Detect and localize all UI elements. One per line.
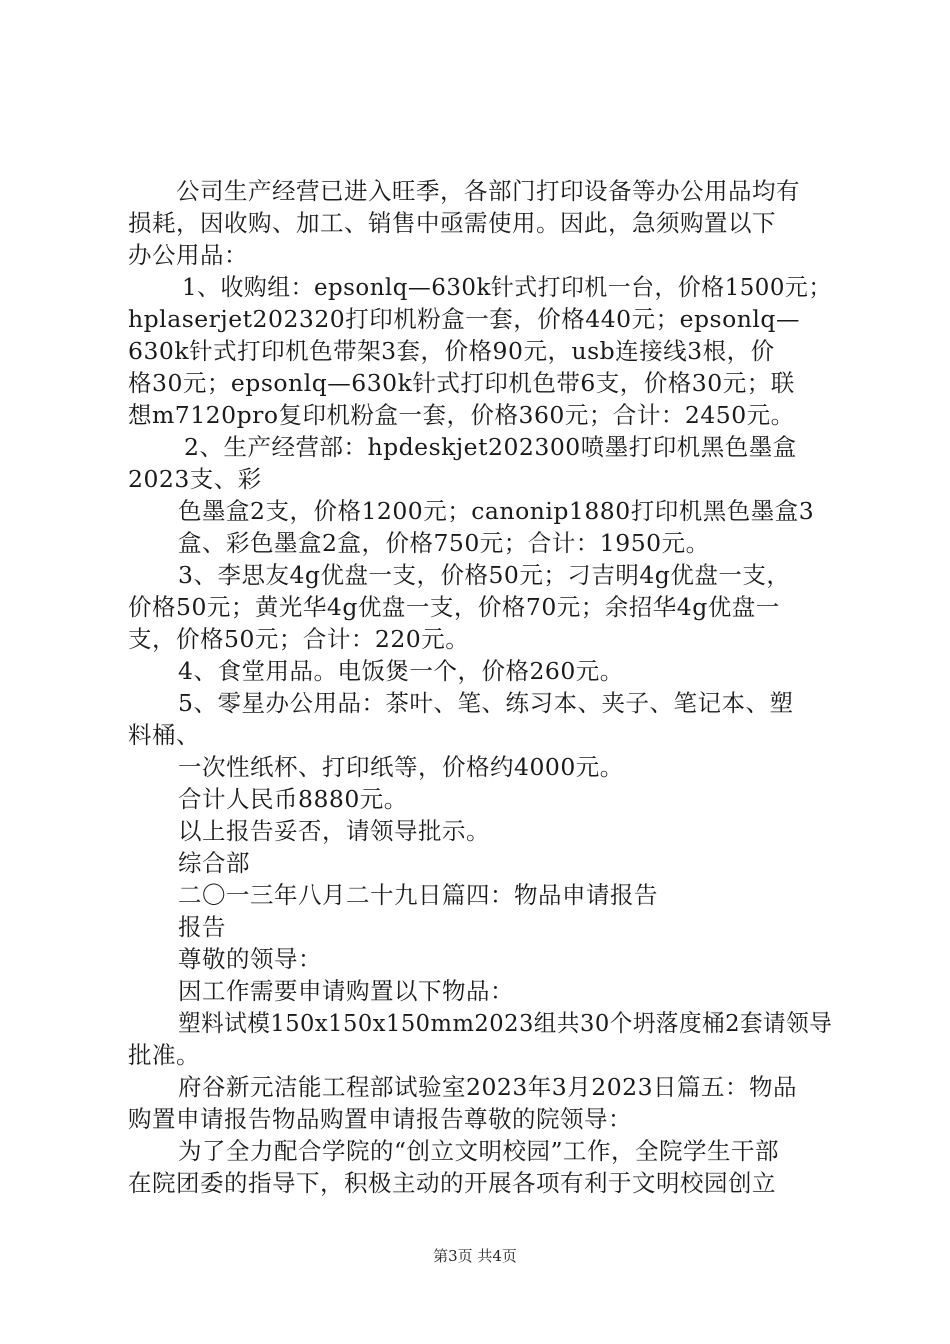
text-line: 格30元；epsonlq—630k针式打印机色带6支，价格30元；联 xyxy=(128,369,795,397)
text-line: 损耗，因收购、加工、销售中亟需使用。因此，急须购置以下 xyxy=(128,209,776,237)
text-line: 2、生产经营部：hpdeskjet202300喷墨打印机黑色墨盒 xyxy=(184,433,797,461)
text-line: 购置申请报告物品购置申请报告尊敬的院领导： xyxy=(128,1105,632,1133)
text-line: 府谷新元洁能工程部试验室2023年3月2023日篇五：物品 xyxy=(178,1073,798,1101)
text-line: 以上报告妥否，请领导批示。 xyxy=(178,817,490,845)
text-line: 色墨盒2支，价格1200元；canonip1880打印机黑色墨盒3 xyxy=(178,497,815,525)
text-line: 在院团委的指导下，积极主动的开展各项有利于文明校园创立 xyxy=(128,1169,776,1197)
text-line: hplaserjet202320打印机粉盒一套，价格440元；epsonlq— xyxy=(128,305,800,333)
text-line: 综合部 xyxy=(178,849,250,877)
page-number-label: 第3页 共4页 xyxy=(433,1247,517,1265)
text-line: 价格50元；黄光华4g优盘一支，价格70元；余招华4g优盘一 xyxy=(128,593,780,621)
text-line: 一次性纸杯、打印纸等，价格约4000元。 xyxy=(178,753,624,781)
text-line: 5、零星办公用品：茶叶、笔、练习本、夹子、笔记本、塑 xyxy=(178,689,794,717)
text-line: 因工作需要申请购置以下物品： xyxy=(178,977,514,1005)
text-line: 塑料试模150x150x150mm2023组共30个坍落度桶2套请领导 xyxy=(178,1009,833,1037)
text-line: 2023支、彩 xyxy=(128,465,262,493)
text-line: 二〇一三年八月二十九日篇四：物品申请报告 xyxy=(178,881,658,909)
text-line: 支，价格50元；合计：220元。 xyxy=(128,625,470,653)
text-line: 为了全力配合学院的“创立文明校园”工作，全院学生干部 xyxy=(178,1137,780,1165)
text-line: 合计人民币8880元。 xyxy=(178,785,408,813)
text-line: 报告 xyxy=(178,913,226,941)
text-line: 公司生产经营已进入旺季，各部门打印设备等办公用品均有 xyxy=(176,177,800,205)
page-footer xyxy=(0,1246,950,1266)
text-line: 料桶、 xyxy=(128,721,200,749)
text-line: 想m7120pro复印机粉盒一套，价格360元；合计：2450元。 xyxy=(128,401,795,429)
text-line: 盒、彩色墨盒2盒，价格750元；合计：1950元。 xyxy=(178,529,710,557)
text-line: 批准。 xyxy=(128,1041,200,1069)
text-line: 4、食堂用品。电饭煲一个，价格260元。 xyxy=(178,657,624,685)
text-line: 尊敬的领导： xyxy=(178,945,322,973)
text-line: 办公用品： xyxy=(128,241,248,269)
text-line: 1、收购组：epsonlq—630k针式打印机一台，价格1500元； xyxy=(182,273,832,301)
text-line: 3、李思友4g优盘一支，价格50元；刁吉明4g优盘一支， xyxy=(178,561,791,589)
text-line: 630k针式打印机色带架3套，价格90元，usb连接线3根，价 xyxy=(128,337,775,365)
